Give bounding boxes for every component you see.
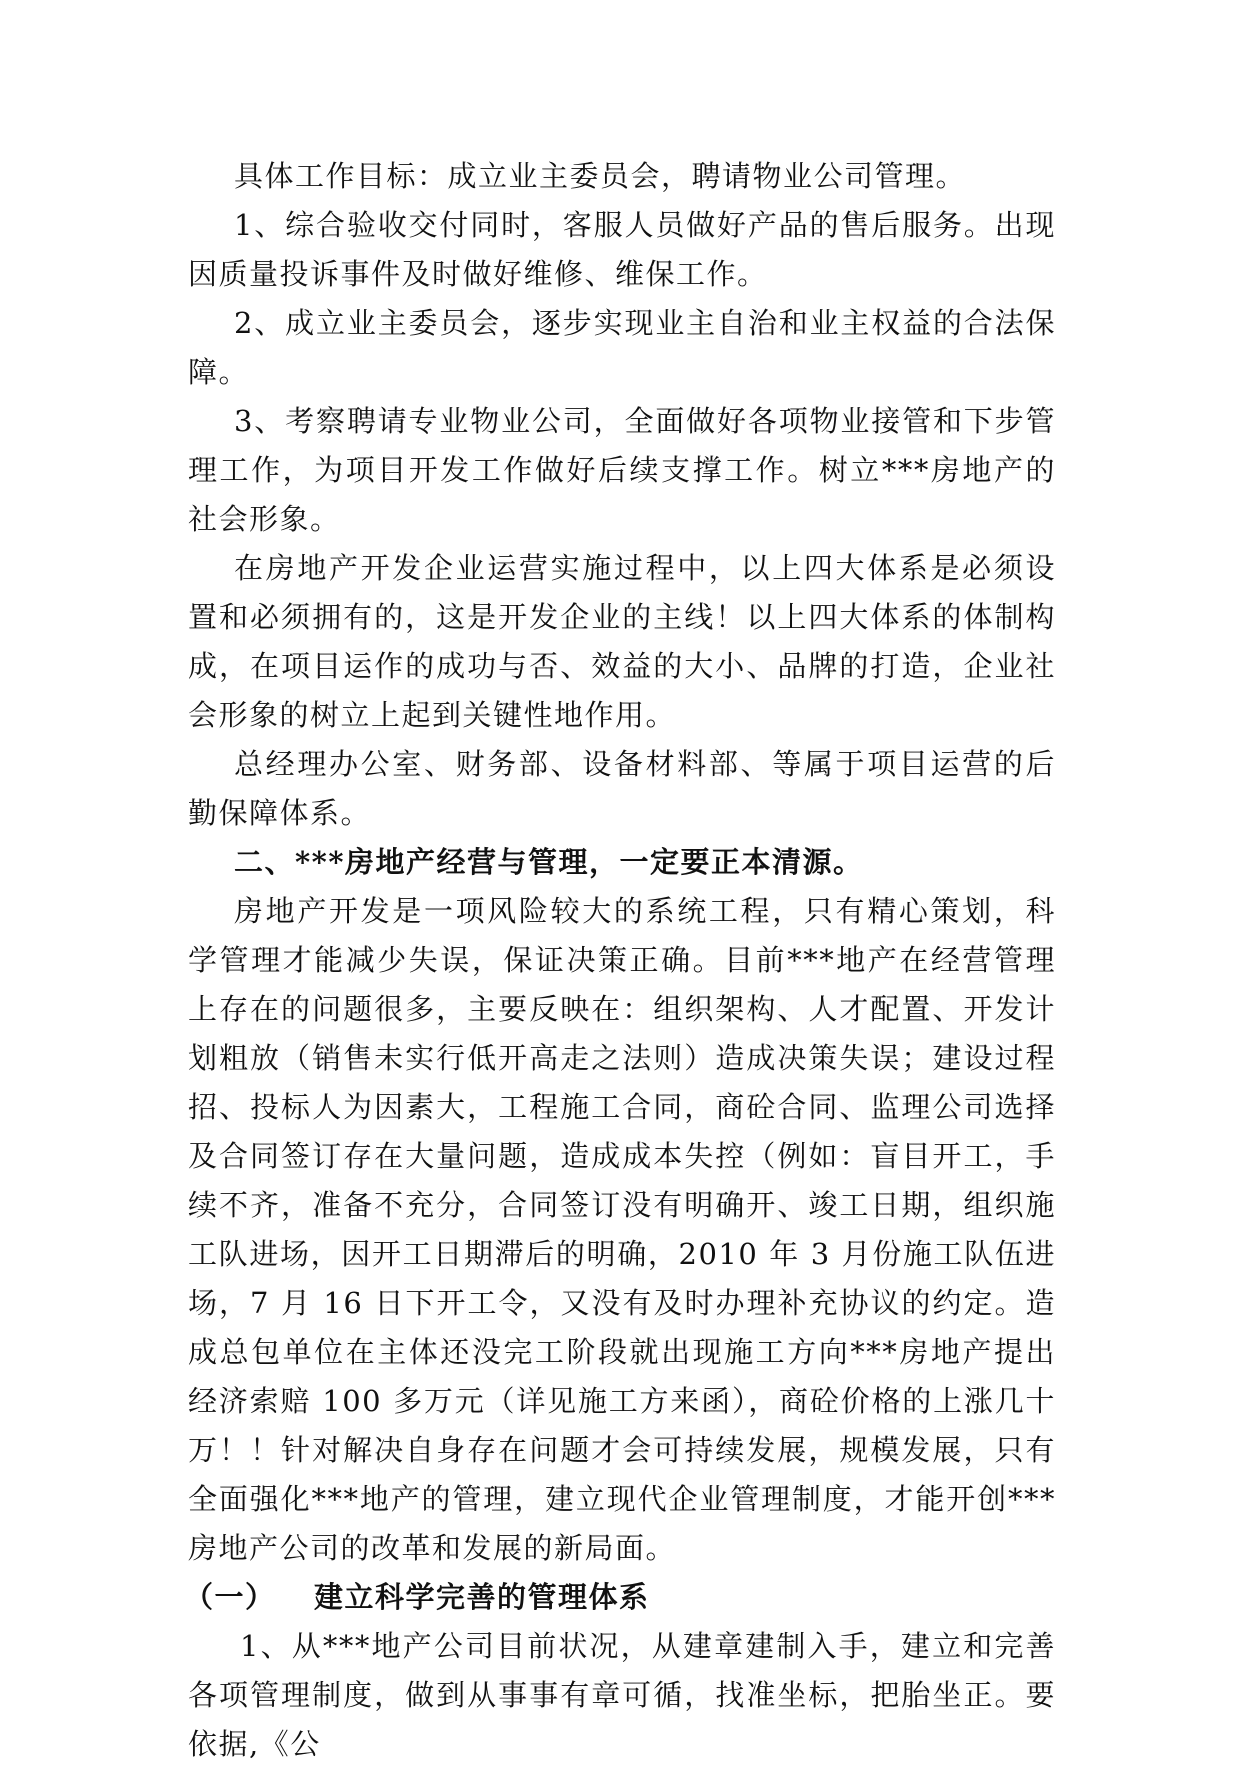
section-heading-2: 二、***房地产经营与管理，一定要正本清源。 [234,845,864,879]
subsection-heading-1 [184,1573,1056,1622]
document-page [184,152,1056,1769]
paragraph-work-goal: 具体工作目标：成立业主委员会，聘请物业公司管理。 [234,159,967,193]
paragraph-item-3: 3、考察聘请专业物业公司，全面做好各项物业接管和下步管理工作，为项目开发工作做好后续支撑工作。树立***房地产的社会形象。 [188,404,1056,536]
paragraph-support-system: 总经理办公室、财务部、设备材料部、等属于项目运营的后勤保障体系。 [188,747,1056,830]
paragraph-summary: 在房地产开发企业运营实施过程中，以上四大体系是必须设置和必须拥有的，这是开发企业的主线！以上四大体系的体制构成，在项目运作的成功与否、效益的大小、品牌的打造，企业社会形象的树立上起到关键性地作用。 [188,551,1056,732]
paragraph-item-2: 2、成立业主委员会，逐步实现业主自治和业主权益的合法保障。 [188,306,1056,389]
paragraph-section-2-body: 房地产开发是一项风险较大的系统工程，只有精心策划，科学管理才能减少失误，保证决策正确。目前***地产在经营管理上存在的问题很多，主要反映在：组织架构、人才配置、开发计划粗放（销售未实行低开高走之法则）造成决策失误；建设过程招、投标人为因素大，工程施工合同，商砼合同、监理公司选择及合同签订存在大量问题，造成成本失控（例如：盲目开工，手续不齐，准备不充分，合同签订没有明确开、竣工日期，组织施工队进场，因开工日期滞后的明确，2010 年 3 月份施工队伍进场，7 月 16 日下开工令，又没有及时办理补充协议的约定。造成总包单位在主体还没完工阶段就出现施工方向***房地产提出经济索赔 100 多万元（详见施工方来函），商砼价格的上涨几十万！！针对解决自身存在问题才会可持续发展，规模发展，只有全面强化***地产的管理，建立现代企业管理制度，才能开创***房地产公司的改革和发展的新局面。 [188,894,1056,1565]
subsection-number: （一） [184,1580,276,1614]
subsection-title: 建立科学完善的管理体系 [314,1580,650,1614]
paragraph-subsection-1-body: 1、从***地产公司目前状况，从建章建制入手，建立和完善各项管理制度，做到从事事有章可循，找准坐标，把胎坐正。要依据,《公 [188,1629,1056,1761]
paragraph-item-1: 1、综合验收交付同时，客服人员做好产品的售后服务。出现因质量投诉事件及时做好维修、维保工作。 [188,208,1056,291]
